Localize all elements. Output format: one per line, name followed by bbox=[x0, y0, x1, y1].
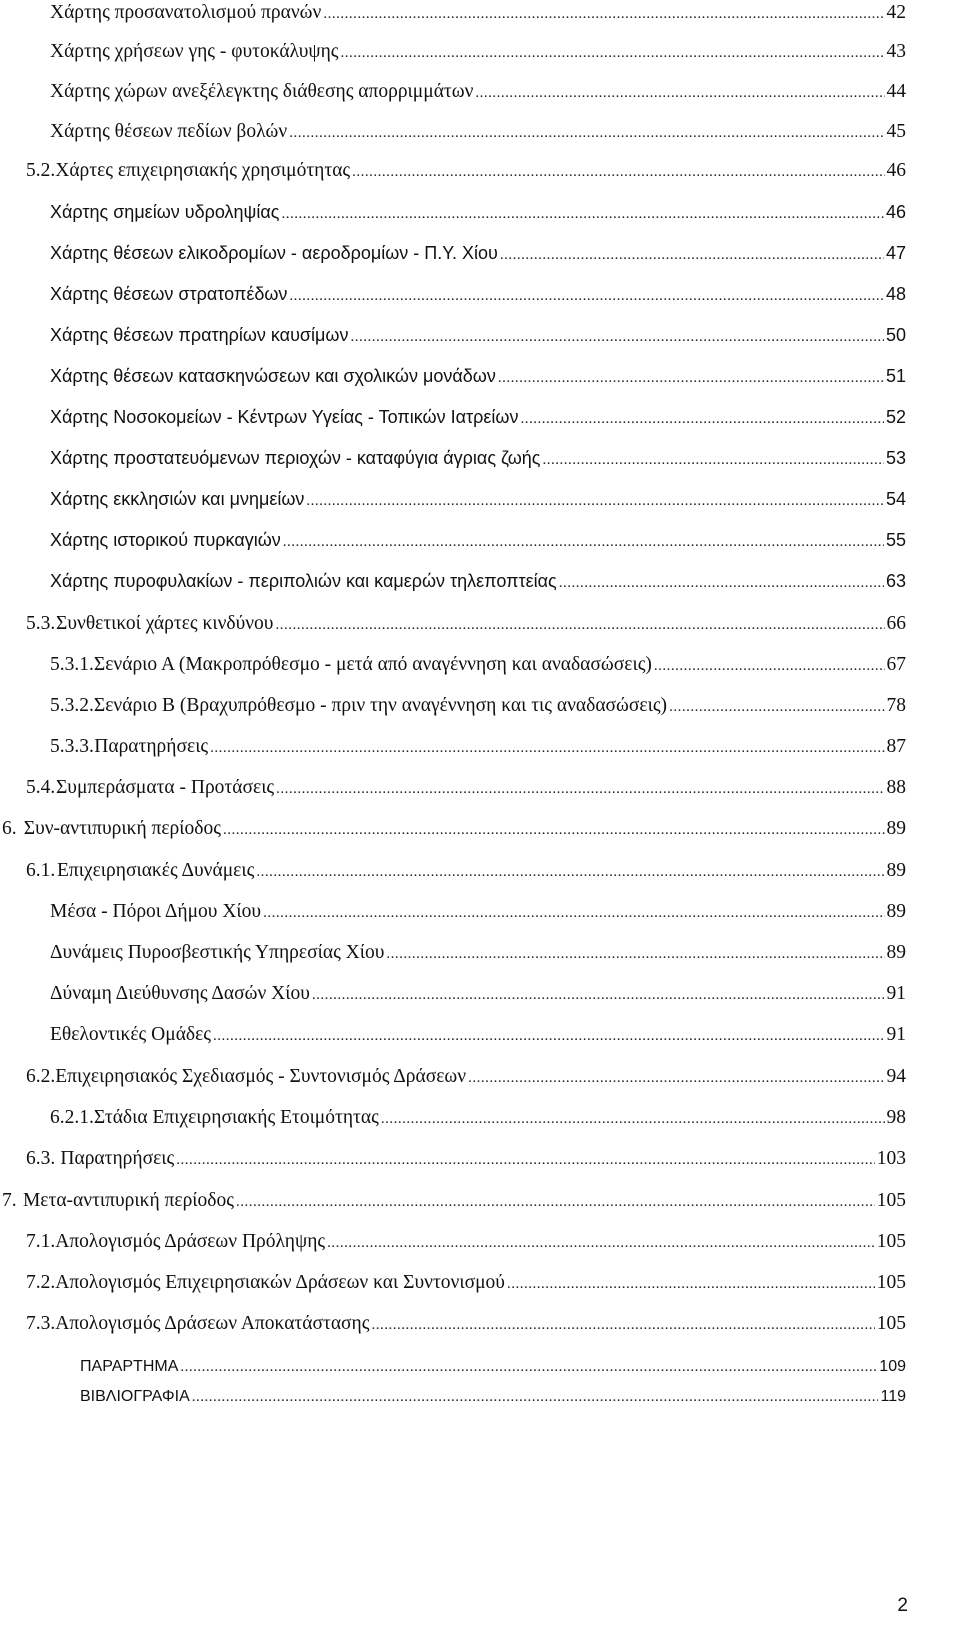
toc-entry-page: 54 bbox=[885, 489, 906, 509]
toc-entry-page: 55 bbox=[885, 530, 906, 550]
toc-entry[interactable] bbox=[26, 160, 906, 182]
toc-entry[interactable] bbox=[50, 489, 906, 510]
toc-entry[interactable] bbox=[50, 448, 906, 469]
toc-entry-page: 91 bbox=[886, 983, 906, 1004]
toc-entry-number: 5.4. bbox=[26, 777, 56, 798]
dot-leader bbox=[520, 411, 884, 428]
toc-entry-title: Συν-αντιπυρική περίοδος bbox=[23, 818, 221, 839]
toc-entry-number: 5.3.3. bbox=[50, 736, 94, 757]
toc-entry[interactable] bbox=[50, 571, 906, 592]
toc-entry-title: Χάρτης ιστορικού πυρκαγιών bbox=[50, 530, 281, 550]
toc-entry-page: 63 bbox=[885, 571, 906, 591]
toc-entry-page: 47 bbox=[885, 243, 906, 263]
toc-entry-page: 52 bbox=[885, 407, 906, 427]
dot-leader bbox=[210, 740, 884, 757]
dot-leader bbox=[468, 1070, 884, 1087]
toc-entry[interactable] bbox=[50, 81, 906, 103]
dot-leader bbox=[256, 864, 884, 881]
toc-entry-title: Σενάριο Α (Μακροπρόθεσμο - μετά από αναγέννηση και αναδασώσεις) bbox=[93, 654, 652, 675]
toc-entry-page: 43 bbox=[886, 41, 906, 62]
toc-entry-page: 46 bbox=[885, 202, 906, 222]
toc-entry-title: Χάρτης χρήσεων γης - φυτοκάλυψης bbox=[50, 41, 339, 62]
toc-entry[interactable] bbox=[26, 777, 906, 799]
toc-entry-page: 94 bbox=[886, 1066, 906, 1087]
toc-entry-page: 89 bbox=[886, 860, 906, 881]
dot-leader bbox=[352, 164, 884, 181]
toc-entry-title: Χάρτης θέσεων κατασκηνώσεων και σχολικών μονάδων bbox=[50, 366, 496, 386]
toc-entry[interactable] bbox=[50, 901, 906, 923]
toc-entry[interactable] bbox=[50, 41, 906, 63]
dot-leader bbox=[263, 905, 884, 922]
toc-entry[interactable] bbox=[26, 1231, 906, 1253]
toc-entry[interactable] bbox=[50, 243, 906, 264]
toc-entry-title: Απολογισμός Επιχειρησιακών Δράσεων και Συντονισμού bbox=[55, 1272, 505, 1293]
toc-entry-number: 6. bbox=[2, 818, 17, 839]
dot-leader bbox=[507, 1276, 875, 1293]
toc-entry-page: 45 bbox=[886, 121, 906, 142]
toc-entry[interactable] bbox=[26, 1066, 906, 1088]
dot-leader bbox=[386, 946, 884, 963]
toc-entry-page: 89 bbox=[886, 942, 906, 963]
toc-entry[interactable] bbox=[50, 983, 906, 1005]
toc-entry-number: 5.3. bbox=[26, 613, 56, 634]
dot-leader bbox=[500, 247, 884, 264]
toc-entry[interactable] bbox=[50, 942, 906, 964]
dot-leader bbox=[236, 1194, 875, 1211]
dot-leader bbox=[289, 125, 884, 142]
toc-entry-number: 5.2. bbox=[26, 160, 56, 181]
toc-entry[interactable] bbox=[50, 1107, 906, 1129]
toc-entry-title: Στάδια Επιχειρησιακής Ετοιμότητας bbox=[93, 1107, 379, 1128]
dot-leader bbox=[654, 658, 885, 675]
dot-leader bbox=[180, 1359, 877, 1376]
dot-leader bbox=[275, 617, 884, 634]
toc-entry[interactable] bbox=[50, 407, 906, 428]
toc-entry-title: Χάρτης πυροφυλακίων - περιπολιών και καμερών τηλεποπτείας bbox=[50, 571, 557, 591]
toc-entry-title: Χάρτης εκκλησιών και μνημείων bbox=[50, 489, 305, 509]
toc-entry-title: Χάρτης προσανατολισμού πρανών bbox=[50, 2, 322, 23]
toc-entry-page: 89 bbox=[886, 901, 906, 922]
toc-entry-title: Παρατηρήσεις bbox=[94, 736, 209, 757]
toc-entry-page: 105 bbox=[876, 1313, 906, 1334]
dot-leader bbox=[498, 370, 884, 387]
toc-entry-title: Χάρτης Νοσοκομείων - Κέντρων Υγείας - Τοπικών Ιατρείων bbox=[50, 407, 519, 427]
toc-entry-number: 7.2. bbox=[26, 1272, 56, 1293]
toc-entry-page: 53 bbox=[885, 448, 906, 468]
dot-leader bbox=[213, 1028, 884, 1045]
toc-entry-title: Χάρτης προστατευόμενων περιοχών - καταφύγια άγριας ζωής bbox=[50, 448, 541, 468]
toc-entry-title: Μετα-αντιπυρική περίοδος bbox=[22, 1190, 234, 1211]
toc-entry-page: 98 bbox=[886, 1107, 906, 1128]
toc-entry-number: 7.3. bbox=[26, 1313, 56, 1334]
toc-entry[interactable] bbox=[80, 1388, 906, 1406]
toc-entry[interactable] bbox=[26, 1148, 906, 1170]
toc-entry-page: 119 bbox=[880, 1388, 906, 1405]
toc-entry[interactable] bbox=[50, 695, 906, 717]
dot-leader bbox=[312, 987, 885, 1004]
dot-leader bbox=[306, 493, 884, 510]
toc-entry[interactable] bbox=[50, 736, 906, 758]
dot-leader bbox=[283, 534, 884, 551]
dot-leader bbox=[669, 699, 884, 716]
toc-entry-title: Επιχειρησιακές Δυνάμεις bbox=[56, 860, 255, 881]
toc-entry-page: 50 bbox=[885, 325, 906, 345]
toc-entry-number: 7. bbox=[2, 1190, 17, 1211]
toc-entry-page: 91 bbox=[886, 1024, 906, 1045]
toc-entry-title: Δυνάμεις Πυροσβεστικής Υπηρεσίας Χίου bbox=[50, 942, 385, 963]
toc-entry-title: Χάρτης θέσεων ελικοδρομίων - αεροδρομίων - Π.Υ. Χίου bbox=[50, 243, 498, 263]
toc-entry-number: 5.3.1. bbox=[50, 654, 94, 675]
toc-entry[interactable] bbox=[26, 1313, 906, 1335]
toc-entry-page: 89 bbox=[886, 818, 906, 839]
toc-entry-number: 5.3.2. bbox=[50, 695, 94, 716]
toc-entry-page: 78 bbox=[886, 695, 906, 716]
toc-entry[interactable] bbox=[50, 2, 906, 24]
toc-entry-page: 88 bbox=[886, 777, 906, 798]
dot-leader bbox=[276, 781, 884, 798]
dot-leader bbox=[281, 206, 884, 223]
dot-leader bbox=[323, 6, 884, 23]
toc-entry-title: Απολογισμός Δράσεων Πρόληψης bbox=[55, 1231, 326, 1252]
toc-entry-title: Συνθετικοί χάρτες κινδύνου bbox=[56, 613, 274, 634]
toc-entry-page: 105 bbox=[876, 1272, 906, 1293]
dot-leader bbox=[475, 85, 884, 102]
toc-entry[interactable] bbox=[26, 860, 906, 882]
toc-entry[interactable] bbox=[50, 530, 906, 551]
toc-entry-title: Παρατηρήσεις bbox=[60, 1148, 175, 1169]
toc-entry[interactable] bbox=[26, 613, 906, 635]
dot-leader bbox=[327, 1235, 875, 1252]
toc-entry-title: Δύναμη Διεύθυνσης Δασών Χίου bbox=[50, 983, 310, 1004]
toc-entry[interactable] bbox=[50, 366, 906, 387]
toc-entry[interactable] bbox=[50, 121, 906, 143]
dot-leader bbox=[192, 1389, 879, 1406]
toc-entry-title: Επιχειρησιακός Σχεδιασμός - Συντονισμός Δράσεων bbox=[55, 1066, 467, 1087]
toc-entry[interactable] bbox=[50, 654, 906, 676]
toc-entry-title: Απολογισμός Δράσεων Αποκατάστασης bbox=[55, 1313, 370, 1334]
toc-entry[interactable] bbox=[26, 1272, 906, 1294]
toc-entry[interactable] bbox=[80, 1358, 906, 1376]
toc-entry-title: Χάρτης θέσεων στρατοπέδων bbox=[50, 284, 288, 304]
dot-leader bbox=[176, 1152, 874, 1169]
toc-entry-page: 105 bbox=[876, 1231, 906, 1252]
toc-entry-page: 109 bbox=[879, 1358, 906, 1375]
toc-entry-title: Χάρτης θέσεων πεδίων βολών bbox=[50, 121, 288, 142]
toc-entry-title: Χάρτης χώρων ανεξέλεγκτης διάθεσης απορριμμάτων bbox=[50, 81, 474, 102]
toc-entry[interactable] bbox=[50, 202, 906, 223]
toc-entry-title: Σενάριο Β (Βραχυπρόθεσμο - πριν την αναγέννηση και τις αναδασώσεις) bbox=[93, 695, 668, 716]
toc-entry-page: 42 bbox=[886, 2, 906, 23]
toc-entry-page: 51 bbox=[885, 366, 906, 386]
toc-entry-title: Χάρτης θέσεων πρατηρίων καυσίμων bbox=[50, 325, 349, 345]
toc-entry-number: 7.1. bbox=[26, 1231, 56, 1252]
dot-leader bbox=[381, 1111, 885, 1128]
toc-entry[interactable] bbox=[2, 818, 906, 840]
dot-leader bbox=[559, 575, 884, 592]
toc-entry-title: Χάρτες επιχειρησιακής χρησιμότητας bbox=[55, 160, 351, 181]
toc-entry-page: 44 bbox=[886, 81, 906, 102]
toc-entry-title: Χάρτης σημείων υδροληψίας bbox=[50, 202, 280, 222]
toc-entry-title: ΠΑΡΑΡΤΗΜΑ bbox=[80, 1358, 179, 1375]
toc-entry-page: 105 bbox=[876, 1190, 906, 1211]
toc-entry-title: ΒΙΒΛΙΟΓΡΑΦΙΑ bbox=[80, 1388, 190, 1405]
toc-entry-page: 103 bbox=[876, 1148, 906, 1169]
dot-leader bbox=[223, 822, 885, 839]
toc-entry-title: Μέσα - Πόροι Δήμου Χίου bbox=[50, 901, 262, 922]
toc-entry[interactable] bbox=[50, 325, 906, 346]
toc-entry-page: 67 bbox=[886, 654, 906, 675]
toc-entry-page: 46 bbox=[886, 160, 906, 181]
dot-leader bbox=[341, 45, 885, 62]
dot-leader bbox=[289, 288, 884, 305]
toc-entry-number: 6.2.1. bbox=[50, 1107, 94, 1128]
toc-entry-title: Εθελοντικές Ομάδες bbox=[50, 1024, 212, 1045]
toc-entry-number: 6.2. bbox=[26, 1066, 56, 1087]
toc-entry-title: Συμπεράσματα - Προτάσεις bbox=[55, 777, 275, 798]
toc-entry[interactable] bbox=[50, 284, 906, 305]
dot-leader bbox=[350, 329, 884, 346]
dot-leader bbox=[371, 1317, 874, 1334]
toc-entry[interactable] bbox=[50, 1024, 906, 1046]
page-number: 2 bbox=[897, 1595, 908, 1616]
toc-entry-number: 6.3. bbox=[26, 1148, 56, 1169]
toc-entry-page: 87 bbox=[886, 736, 906, 757]
toc-entry-number: 6.1. bbox=[26, 860, 56, 881]
toc-entry[interactable] bbox=[2, 1190, 906, 1212]
toc-entry-page: 48 bbox=[885, 284, 906, 304]
toc-entry-page: 66 bbox=[886, 613, 906, 634]
dot-leader bbox=[542, 452, 884, 469]
